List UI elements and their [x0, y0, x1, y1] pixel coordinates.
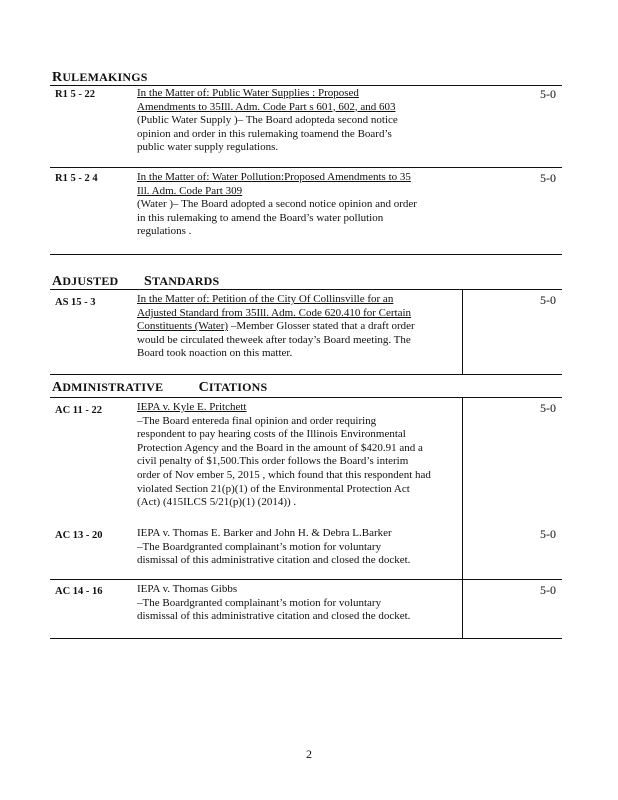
- column-divider: [462, 397, 463, 638]
- summary-line: dismissal of this administrative citation and closed the docket.: [137, 554, 411, 567]
- case-title-line: Adjusted Standard from 35Ill. Adm. Code 620.410 for Certain: [137, 306, 412, 319]
- vote-count: 5-0: [540, 401, 556, 415]
- summary-line: order of Nov ember 5, 2015 , which found that this respondent had: [137, 468, 431, 481]
- summary-line: –The Boardgranted complainant’s motion for voluntary: [137, 540, 382, 553]
- heading-rest: DMINISTRATIVE: [62, 380, 164, 394]
- agenda-item: [137, 583, 451, 624]
- summary-line: –The Board entereda final opinion and order requiring: [137, 414, 377, 427]
- summary-line: respondent to pay hearing costs of the Illinois Environmental: [137, 428, 406, 441]
- summary-line: IEPA v. Thomas E. Barker and John H. & Debra L.Barker: [137, 527, 392, 539]
- summary-line: civil penalty of $1,500.This order follows the Board’s interim: [137, 455, 409, 468]
- divider: [50, 374, 562, 375]
- summary-line: Protection Agency and the Board in the amount of $420.91 and a: [137, 441, 423, 454]
- divider: [50, 638, 562, 639]
- heading-rest: ITATIONS: [208, 380, 268, 394]
- divider: [50, 397, 562, 398]
- divider: [50, 579, 562, 580]
- divider: [50, 167, 562, 168]
- vote-count: 5-0: [540, 293, 556, 307]
- docket-number: AC 13 - 20: [55, 530, 103, 541]
- vote-count: 5-0: [540, 171, 556, 185]
- case-title-line: Ill. Adm. Code Part 309: [137, 184, 243, 197]
- agenda-item: [137, 171, 451, 239]
- summary-line: regulations .: [137, 225, 192, 238]
- summary-line: IEPA v. Thomas Gibbs: [137, 583, 238, 595]
- heading-rest: DJUSTED: [62, 274, 119, 288]
- summary-line: (Water )– The Board adopted a second notice opinion and order: [137, 198, 417, 211]
- heading-capital: S: [144, 274, 153, 289]
- heading-rest: ULEMAKINGS: [62, 70, 148, 84]
- docket-number: AS 15 - 3: [55, 297, 96, 308]
- vote-count: 5-0: [540, 583, 556, 597]
- agenda-item: [137, 293, 451, 361]
- section-heading-rulemakings: [52, 70, 148, 86]
- docket-number: R1 5 - 2 4: [55, 173, 98, 184]
- summary-line: dismissal of this administrative citation and closed the docket.: [137, 610, 411, 623]
- divider: [50, 289, 562, 290]
- summary-line: opinion and order in this rulemaking toamend the Board’s: [137, 127, 392, 140]
- divider: [50, 85, 562, 86]
- column-divider: [462, 289, 463, 374]
- case-title-line: In the Matter of: Public Water Supplies : Proposed: [137, 87, 359, 99]
- docket-number: AC 11 - 22: [55, 405, 102, 416]
- heading-capital: A: [52, 380, 63, 395]
- summary-line: would be circulated theweek after today’s Board meeting. The: [137, 333, 411, 346]
- summary-line: (Act) (415ILCS 5/21(p)(1) (2014)) .: [137, 496, 297, 509]
- divider: [50, 254, 562, 255]
- section-heading-adjusted-standards: [52, 274, 219, 290]
- summary-line: (Public Water Supply )– The Board adopteda second notice: [137, 114, 398, 127]
- heading-capital: R: [52, 70, 63, 85]
- docket-number: R1 5 - 22: [55, 89, 95, 100]
- heading-capital: A: [52, 274, 63, 289]
- section-heading-administrative-citations: [52, 380, 267, 396]
- summary-line: Board took noaction on this matter.: [137, 347, 293, 360]
- docket-number: AC 14 - 16: [55, 586, 103, 597]
- summary-line: –Member Glosser stated that a draft order: [230, 320, 415, 333]
- agenda-item: [137, 87, 451, 155]
- case-title-line: Constituents (Water): [137, 320, 229, 333]
- vote-count: 5-0: [540, 87, 556, 101]
- page-number: 2: [306, 747, 312, 761]
- case-title-line: IEPA v. Kyle E. Pritchett: [137, 401, 247, 413]
- case-title-line: In the Matter of: Petition of the City Of Collinsville for an: [137, 293, 394, 305]
- summary-line: public water supply regulations.: [137, 141, 279, 154]
- case-title-line: Amendments to 35Ill. Adm. Code Part s 601, 602, and 603: [137, 100, 396, 113]
- heading-rest: TANDARDS: [152, 274, 220, 288]
- agenda-item: [137, 401, 451, 510]
- agenda-item: [137, 527, 451, 568]
- case-title-line: In the Matter of: Water Pollution:Proposed Amendments to 35: [137, 171, 411, 183]
- heading-capital: C: [198, 380, 209, 395]
- summary-line: violated Section 21(p)(1) of the Environmental Protection Act: [137, 482, 410, 495]
- summary-line: –The Boardgranted complainant’s motion for voluntary: [137, 596, 382, 609]
- vote-count: 5-0: [540, 527, 556, 541]
- summary-line: in this rulemaking to amend the Board’s water pollution: [137, 211, 384, 224]
